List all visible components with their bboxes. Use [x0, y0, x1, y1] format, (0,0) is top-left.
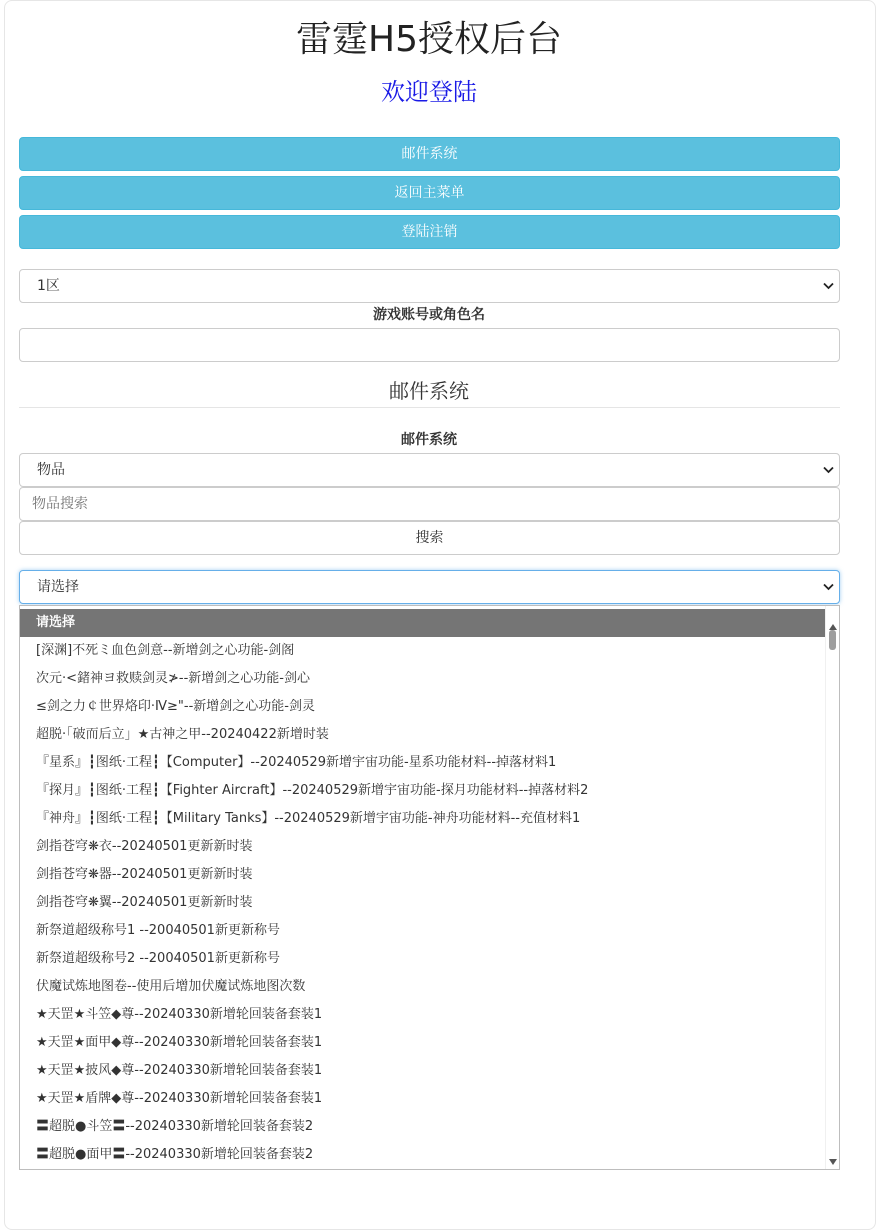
dropdown-option[interactable]: ★天罡★面甲◆尊--20240330新增轮回装备套装1: [36, 1035, 323, 1050]
item-dropdown-list[interactable]: [19, 605, 840, 1170]
page-title: 雷霆H5授权后台: [296, 19, 562, 60]
chevron-down-icon: [821, 571, 835, 603]
logout-button[interactable]: 登陆注销: [19, 215, 840, 249]
item-select[interactable]: [19, 570, 840, 604]
dropdown-option[interactable]: [深渊]不死ミ血色剑意--新增剑之心功能-剑阁: [36, 643, 295, 658]
dropdown-option[interactable]: 『神舟』┇图纸·工程┇【Military Tanks】--20240529新增宇宙功能-神舟功能材料--充值材料1: [36, 811, 581, 826]
dropdown-option[interactable]: 超脱·「破而后立」★古神之甲--20240422新增时装: [36, 727, 329, 742]
dropdown-option[interactable]: ★天罡★盾牌◆尊--20240330新增轮回装备套装1: [36, 1091, 323, 1106]
dropdown-option[interactable]: 新祭道超级称号1 --20040501新更新称号: [36, 923, 280, 938]
mail-system-label: 邮件系统: [401, 432, 457, 448]
dropdown-option[interactable]: 伏魔试炼地图卷--使用后增加伏魔试炼地图次数: [36, 979, 306, 994]
server-select[interactable]: [19, 269, 840, 303]
scroll-down-arrow-icon[interactable]: [828, 1151, 838, 1161]
dropdown-option[interactable]: 剑指苍穹❋衣--20240501更新新时装: [36, 839, 253, 854]
server-select-value: 1区: [37, 278, 60, 294]
chevron-down-icon: [821, 454, 835, 486]
dropdown-option[interactable]: ★天罡★披风◆尊--20240330新增轮回装备套装1: [36, 1063, 323, 1078]
item-select-value: 请选择: [37, 579, 79, 595]
mail-type-value: 物品: [37, 462, 65, 478]
item-search-input[interactable]: [19, 487, 840, 521]
welcome-text: 欢迎登陆: [381, 78, 477, 106]
mail-section-title: 邮件系统: [389, 379, 469, 403]
dropdown-option[interactable]: 次元·<鍺神ヨ救赎剑灵≯--新增剑之心功能-剑心: [36, 671, 310, 686]
dropdown-option[interactable]: 〓超脱●面甲〓--20240330新增轮回装备套装2: [36, 1147, 314, 1162]
chevron-down-icon: [821, 270, 835, 302]
account-label: 游戏账号或角色名: [373, 307, 485, 323]
dropdown-option[interactable]: 剑指苍穹❋器--20240501更新新时装: [36, 867, 253, 882]
dropdown-option[interactable]: 剑指苍穹❋翼--20240501更新新时装: [36, 895, 253, 910]
dropdown-option[interactable]: ≤剑之力￠世界烙印·Ⅳ≥"--新增剑之心功能-剑灵: [36, 699, 315, 714]
account-input[interactable]: [19, 328, 840, 362]
mail-system-button[interactable]: 邮件系统: [19, 137, 840, 171]
scrollbar-thumb[interactable]: [829, 630, 836, 650]
dropdown-option[interactable]: 新祭道超级称号2 --20040501新更新称号: [36, 951, 280, 966]
scroll-up-arrow-icon[interactable]: [828, 616, 838, 626]
dropdown-option[interactable]: ★天罡★斗笠◆尊--20240330新增轮回装备套装1: [36, 1007, 323, 1022]
mail-type-select[interactable]: [19, 453, 840, 487]
scrollbar[interactable]: [825, 606, 839, 1169]
section-divider: [19, 407, 840, 408]
dropdown-option[interactable]: 『探月』┇图纸·工程┇【Fighter Aircraft】--20240529新增宇宙功能-探月功能材料--掉落材料2: [36, 783, 589, 798]
search-button[interactable]: 搜索: [19, 521, 840, 555]
dropdown-option[interactable]: 〓超脱●斗笠〓--20240330新增轮回装备套装2: [36, 1119, 314, 1134]
dropdown-options: [20, 609, 826, 1169]
dropdown-option[interactable]: 『星系』┇图纸·工程┇【Computer】--20240529新增宇宙功能-星系功能材料--掉落材料1: [36, 755, 557, 770]
main-menu-button[interactable]: 返回主菜单: [19, 176, 840, 210]
dropdown-option-selected[interactable]: 请选择: [20, 609, 826, 637]
